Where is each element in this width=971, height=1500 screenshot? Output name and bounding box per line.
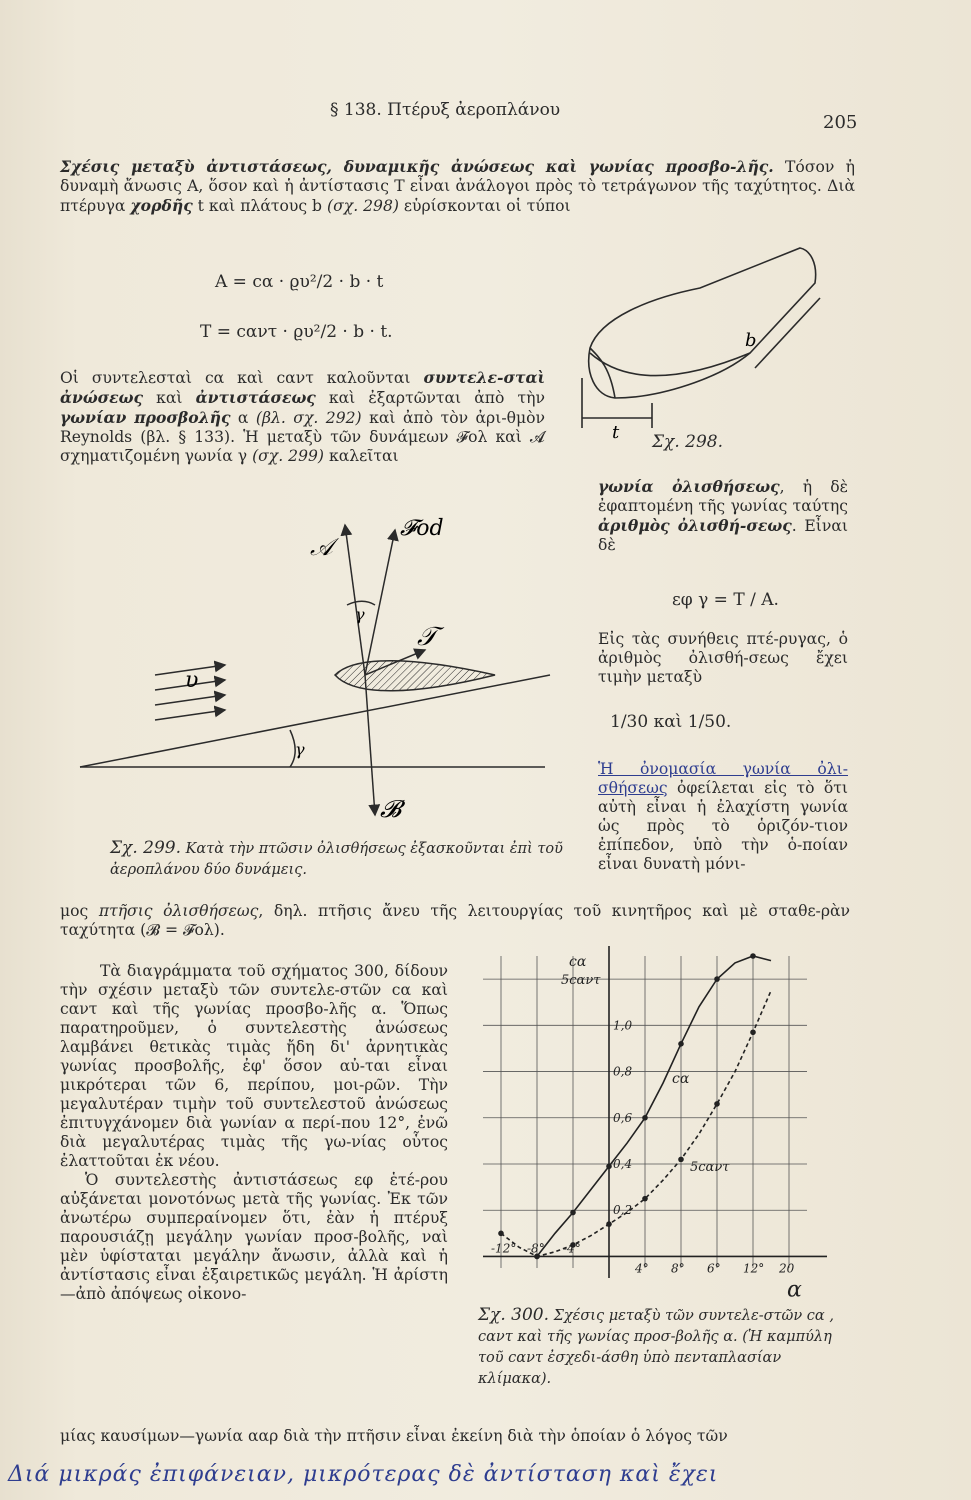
figure-299-forces xyxy=(75,505,555,835)
data-point xyxy=(678,1157,684,1163)
data-point xyxy=(498,1231,504,1237)
last-line: μίας καυσίμων—γωνία ααρ διὰ τὴν πτῆσιν εἶναι ἐκείνη διὰ τὴν ὁποίαν ὁ λόγος τῶν xyxy=(60,1427,728,1445)
figure-300-caption: Σχ. 300. Σχέσις μεταξὺ τῶν συντελε-στῶν cα , cαντ καὶ τῆς γωνίας προσ-βολῆς α. (Ἡ καμπύλη τοῦ cαντ ἐσχεδι-άσθη ὑπὸ πενταπλασίαν κλίμακα). xyxy=(478,1305,834,1387)
label-t: t xyxy=(612,422,620,443)
weight-vector xyxy=(365,675,375,815)
data-point xyxy=(678,1041,684,1047)
y-tick-label: 0,4 xyxy=(613,1157,633,1171)
handwritten-annotation: Διά μικράς ἐπιφάνειαν, μικρότερας δὲ ἀντίσταση καὶ ἔχει xyxy=(8,1462,719,1487)
lift-equation: A = cα · ϱυ²/2 · b · t xyxy=(215,272,384,292)
x-tick-label: 12° xyxy=(743,1261,765,1276)
label-gamma-bottom: γ xyxy=(295,740,305,759)
data-point xyxy=(606,1221,612,1227)
data-point xyxy=(606,1164,612,1170)
section-heading: Σχέσις μεταξὺ ἀντιστάσεως, δυναμικῆς ἀνώσεως καὶ γωνίας προσβο-λῆς. xyxy=(60,157,774,176)
glide-name-paragraph: Ἡ ὀνομασία γωνία ὀλι-σθήσεως ὀφείλεται εἰς τὸ ὅτι αὐτὴ εἶναι ἡ ἐλαχίστη γωνία ὡς πρὸς τὸ ὁριζόν-τιον ἐπίπεδον, ὑπὸ τὴν ὁ-ποίαν εἶναι δυνατὴ μόνι- xyxy=(598,760,848,873)
x-tick-label: -4° xyxy=(563,1241,581,1256)
continuation-paragraph: μος πτῆσις ὀλισθήσεως, δηλ. πτῆσις ἄνευ τῆς λειτουργίας τοῦ κινητῆρος καὶ μὲ σταθε-ρὰν ταχύτητα (𝓑 = 𝓕ολ). xyxy=(60,902,850,939)
underlined-term: Ἡ ὀνομασία γωνία ὀλι-σθήσεως xyxy=(598,760,848,797)
figure-299-caption: Σχ. 299. Κατὰ τὴν πτῶσιν ὀλισθήσεως ἐξασκοῦνται ἐπὶ τοῦ ἀεροπλάνου δύο δυνάμεις. xyxy=(110,838,563,878)
left-column-text: Τὰ διαγράμματα τοῦ σχήματος 300, δίδουν τὴν σχέσιν μεταξὺ τῶν συντελε-στῶν cα καὶ cαντ καὶ τῆς γωνίας προσβο-λῆς α. Ὅπως παρατηροῦμεν, ὁ συντελεστὴς ἀνώσεως λαμβάνει θετικὰς τιμὰς ἤδη δι' ἀρνητικὰς γωνίας προσβολῆς, ἐφ' ὅσον αὐ-ται εἶναι μικρότεραι τῶν 6, περίπου, μοι-ρῶν. Τὴν μεγαλυτέραν τιμὴν τοῦ συντελεστοῦ ἀνώσεως ἐπιτυγχάνομεν διὰ γωνίαν α περί-που 12°, ἐνῶ διὰ μεγαλυτέρας τιμὰς τῆς γω-νίας οὗτος ἐλαττοῦται ἐκ νέου. Ὁ συντελεστὴς ἀντιστάσεως εφ ἑτέ-ρου αὐξάνεται μονοτόνως μετὰ τῆς γωνίας. Ἐκ τῶν ἀνωτέρω συμπεραίνομεν ὅτι, ἐὰν ἡ πτέρυξ παρουσιάζῃ μεγάλην γωνίαν προσ-βολῆς, ναὶ μὲν ὑφίσταται μεγάλην ἄνωσιν, ἀλλὰ καὶ ἡ ἀντίστασις εἶναι ἐξαιρετικῶς μεγάλη. Ἡ ἀρίστη—ἀπὸ ἀπόψεως οἰκονο- xyxy=(60,962,448,1303)
data-point xyxy=(750,1029,756,1035)
series-label-lift: cα xyxy=(672,1071,690,1088)
intro-paragraph: Σχέσις μεταξὺ ἀντιστάσεως, δυναμικῆς ἀνώσεως καὶ γωνίας προσβο-λῆς. Τόσον ἡ δυναμὴ ἄνωσις A, ὅσον καὶ ἡ ἀντίστασις T εἶναι ἀνάλογοι πρὸς τὸ τετράγωνον τῆς ταχύτητος. Διὰ πτέρυγα χορδῆς t καὶ πλάτους b (σχ. 298) εὑρίσκονται οἱ τύποι xyxy=(60,157,855,215)
x-tick-label: -12° xyxy=(491,1241,517,1256)
y-axis-label-drag: 5cαντ xyxy=(561,973,601,988)
y-tick-label: 0,6 xyxy=(613,1110,633,1125)
x-tick-label: 8° xyxy=(671,1261,685,1276)
data-point xyxy=(642,1115,648,1121)
airfoil xyxy=(335,661,495,691)
wing-underside xyxy=(590,353,750,376)
figure-298-wing xyxy=(570,228,830,458)
series-label-drag: 5cαντ xyxy=(690,1159,730,1175)
label-velocity: υ xyxy=(185,668,199,693)
drag-equation: T = cαντ · ϱυ²/2 · b · t. xyxy=(200,322,393,342)
figure-298-caption: Σχ. 298. xyxy=(652,432,723,452)
y-tick-label: 1,0 xyxy=(613,1018,633,1033)
x-axis-label: α xyxy=(787,1277,802,1303)
x-tick-label: 6° xyxy=(707,1261,721,1276)
y-tick-label: 0,8 xyxy=(613,1064,633,1079)
x-tick-label: 4° xyxy=(635,1261,649,1276)
running-header: § 138. Πτέρυξ ἀεροπλάνου xyxy=(330,100,561,120)
y-tick-label: 0,2 xyxy=(613,1203,633,1218)
airflow-arrow-3 xyxy=(155,695,225,705)
page-number: 205 xyxy=(823,112,858,133)
label-b: b xyxy=(745,330,757,351)
series-line-drag xyxy=(501,991,771,1257)
glide-range-paragraph: Εἰς τὰς συνήθεις πτέ-ρυγας, ὁ ἀριθμὸς ὀλισθή-σεως ἔχει τιμὴν μεταξὺ xyxy=(598,630,848,686)
data-point xyxy=(570,1210,576,1216)
lift-vector xyxy=(345,525,365,675)
dimension-b-arrow xyxy=(755,298,820,368)
coefficients-paragraph: Οἱ συντελεσταὶ cα καὶ cαντ καλοῦνται συντελε-σταὶ ἀνώσεως καὶ ἀντιστάσεως καὶ ἐξαρτῶνται ἀπὸ τὴν γωνίαν προσβολῆς α (βλ. σχ. 292) καὶ ἀπὸ τὸν ἀρι-θμὸν Reynolds (βλ. § 133). Ἡ μεταξὺ τῶν δυνάμεων 𝓕ολ καὶ 𝓐 σχηματιζομένη γωνία γ (σχ. 299) καλεῖται xyxy=(60,368,545,465)
figure-300-chart xyxy=(455,938,840,1303)
wing-outline xyxy=(589,248,816,398)
y-axis-label-lift: cα xyxy=(569,954,587,970)
glide-range: 1/30 καὶ 1/50. xyxy=(610,712,732,732)
x-tick-label: -8° xyxy=(527,1241,545,1256)
glide-formula: εφ γ = T / A. xyxy=(672,590,779,610)
data-point xyxy=(642,1196,648,1202)
label-resultant: 𝓕οd xyxy=(400,516,444,541)
data-point xyxy=(714,1101,720,1107)
label-gamma-top: γ xyxy=(355,605,365,624)
x-tick-label: 20 xyxy=(779,1261,795,1276)
label-lift: 𝒜 xyxy=(310,533,333,561)
data-point xyxy=(750,953,756,959)
label-drag: 𝒯 xyxy=(417,622,437,652)
glide-paragraph: γωνία ὀλισθήσεως, ἡ δὲ ἐφαπτομένη τῆς γωνίας ταύτης ἀριθμὸς ὀλισθή-σεως. Εἶναι δὲ xyxy=(598,477,848,554)
data-point xyxy=(714,976,720,982)
flight-path-line xyxy=(80,675,550,767)
label-weight: 𝓑 xyxy=(380,795,402,823)
airflow-arrow-4 xyxy=(155,710,225,720)
